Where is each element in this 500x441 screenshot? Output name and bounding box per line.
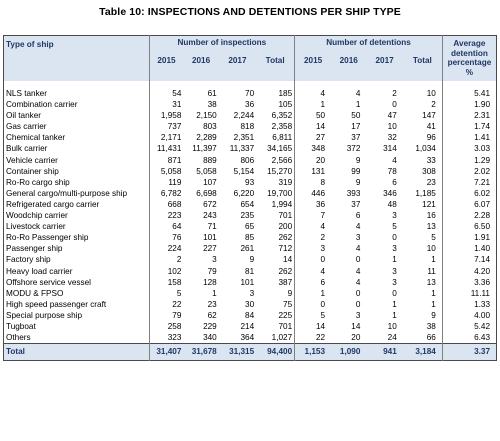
detentions-total: 38 xyxy=(426,321,436,331)
detentions-2016: 20 xyxy=(351,333,361,343)
detentions-total: 1 xyxy=(431,288,436,298)
detentions-total: 16 xyxy=(426,211,436,221)
inspections-2016: 340 xyxy=(203,333,217,343)
table-row xyxy=(4,232,497,243)
inspections-2015: 258 xyxy=(149,321,183,332)
inspections-2015: 119 xyxy=(149,177,183,188)
detentions-total: 1,034 xyxy=(415,144,436,154)
header-gap-cell xyxy=(256,72,295,81)
total-detentions-2016: 1,090 xyxy=(331,344,366,361)
table-row xyxy=(4,288,497,299)
average-detention: 2.02 xyxy=(442,166,496,177)
table-row xyxy=(4,121,497,132)
table-row xyxy=(4,266,497,277)
detentions-2016-header: 2016 xyxy=(331,49,366,72)
inspections-total: 14 xyxy=(283,255,293,265)
inspections-2017: 5,154 xyxy=(233,166,255,176)
inspections-2015: 158 xyxy=(149,277,183,288)
detentions-2015: 2 xyxy=(295,232,331,243)
ship-type-name: Oil tanker xyxy=(6,111,42,121)
spacer-row xyxy=(4,81,497,88)
inspections-total: 2,358 xyxy=(271,122,293,132)
average-detention: 6.02 xyxy=(442,188,496,199)
table-row xyxy=(4,277,497,288)
average-detention: 7.14 xyxy=(442,254,496,265)
inspections-2016: 6,698 xyxy=(196,188,217,198)
total-detentions-2017: 941 xyxy=(366,344,402,361)
detentions-2015: 36 xyxy=(295,199,331,210)
total-row xyxy=(4,344,497,361)
inspections-2017: 654 xyxy=(240,199,255,209)
detentions-2017: 24 xyxy=(387,333,397,343)
inspections-2015: 22 xyxy=(149,299,183,310)
total-inspections-2016: 31,678 xyxy=(183,344,218,361)
detentions-2016: 372 xyxy=(346,144,361,154)
detentions-2015-header: 2015 xyxy=(295,49,331,72)
average-detention: 1.74 xyxy=(442,121,496,132)
average-detention: 1.33 xyxy=(442,299,496,310)
ship-type-name: Special purpose ship xyxy=(6,310,83,320)
detentions-2016: 99 xyxy=(351,166,361,176)
detentions-2016: 1 xyxy=(355,100,361,110)
detentions-2015: 0 xyxy=(295,254,331,265)
inspections-2015: 5,058 xyxy=(149,166,183,177)
total-detentions-2015: 1,153 xyxy=(295,344,331,361)
detentions-total: 9 xyxy=(431,310,436,320)
header-gap-cell xyxy=(295,72,331,81)
detentions-2015: 4 xyxy=(295,266,331,277)
average-detention: 6.07 xyxy=(442,199,496,210)
inspections-2017: 81 xyxy=(245,266,255,276)
detentions-2015: 50 xyxy=(295,110,331,121)
average-detention: 6.50 xyxy=(442,221,496,232)
detentions-2017: 3 xyxy=(392,244,397,254)
inspections-2016-header: 2016 xyxy=(183,49,218,72)
detentions-2017: 4 xyxy=(392,155,397,165)
detentions-2017: 346 xyxy=(383,188,397,198)
inspections-total: 225 xyxy=(278,310,293,320)
average-detention: 1.41 xyxy=(442,132,496,143)
inspections-2015: 323 xyxy=(149,332,183,344)
inspections-2016: 889 xyxy=(203,155,217,165)
ship-type-name: High speed passenger craft xyxy=(6,299,107,309)
detentions-2017: 0 xyxy=(392,100,397,110)
table-row xyxy=(4,310,497,321)
inspections-2016: 11,397 xyxy=(192,144,217,154)
header-gap-cell xyxy=(331,72,366,81)
inspections-total: 6,811 xyxy=(272,133,293,143)
inspections-2015: 2 xyxy=(149,254,183,265)
detentions-2017: 5 xyxy=(392,222,397,232)
detentions-total: 121 xyxy=(422,199,436,209)
inspections-2015: 79 xyxy=(149,310,183,321)
detentions-2015: 5 xyxy=(295,310,331,321)
inspections-total: 185 xyxy=(278,89,293,98)
detentions-2015: 0 xyxy=(295,299,331,310)
inspections-2015: 6,782 xyxy=(149,188,183,199)
ship-type-name: Offshore service vessel xyxy=(6,277,91,287)
detentions-2016: 9 xyxy=(355,155,361,165)
inspections-total: 6,352 xyxy=(271,111,293,121)
inspections-2017: 818 xyxy=(240,122,255,132)
inspections-2017: 101 xyxy=(240,277,255,287)
inspections-2017: 36 xyxy=(245,100,255,110)
inspections-2015: 64 xyxy=(149,221,183,232)
detentions-2015: 20 xyxy=(295,155,331,166)
spacer-cell xyxy=(149,81,183,88)
inspections-2017: 364 xyxy=(240,333,255,343)
inspections-total: 15,270 xyxy=(267,166,293,176)
detentions-2017: 3 xyxy=(392,266,397,276)
detentions-2015: 14 xyxy=(295,321,331,332)
inspections-2016: 79 xyxy=(207,266,217,276)
ship-type-name: Container ship xyxy=(6,166,59,176)
detentions-2017: 2 xyxy=(392,89,397,98)
inspections-2015: 102 xyxy=(149,266,183,277)
total-inspections-2015: 31,407 xyxy=(149,344,183,361)
detentions-2016: 37 xyxy=(351,199,361,209)
inspections-2016: 62 xyxy=(207,310,217,320)
table-row xyxy=(4,254,497,265)
ship-type-name: Chemical tanker xyxy=(6,133,66,143)
average-detention: 1.40 xyxy=(442,243,496,254)
inspections-2017: 9 xyxy=(249,255,255,265)
inspections-2017: 84 xyxy=(245,310,255,320)
average-detention: 5.41 xyxy=(442,88,496,99)
spacer-cell xyxy=(219,81,256,88)
detentions-2015: 4 xyxy=(295,221,331,232)
inspections-2016: 243 xyxy=(203,211,217,221)
total-label: Total xyxy=(4,344,150,361)
header-gap-cell xyxy=(149,72,183,81)
detentions-2017: 3 xyxy=(392,277,397,287)
detentions-total: 147 xyxy=(422,111,436,121)
inspections-group-header: Number of inspections xyxy=(149,36,295,50)
inspections-2017-header: 2017 xyxy=(219,49,256,72)
total-average: 3.37 xyxy=(442,344,496,361)
average-detention: 7.21 xyxy=(442,177,496,188)
table-row xyxy=(4,199,497,210)
detentions-2016: 9 xyxy=(355,177,361,187)
total-inspections-total: 94,400 xyxy=(256,344,295,361)
detentions-2017-header: 2017 xyxy=(366,49,402,72)
detentions-2015: 27 xyxy=(295,132,331,143)
table-row xyxy=(4,299,497,310)
average-detention-header: Average detention percentage % xyxy=(442,36,496,82)
average-detention: 1.91 xyxy=(442,232,496,243)
inspections-total: 712 xyxy=(278,244,293,254)
spacer-cell xyxy=(183,81,218,88)
detentions-2016: 0 xyxy=(355,288,361,298)
average-detention: 1.90 xyxy=(442,99,496,110)
inspections-total: 200 xyxy=(278,222,293,232)
inspections-2016: 5,058 xyxy=(196,166,217,176)
header-gap-cell xyxy=(219,72,256,81)
detentions-2017: 1 xyxy=(392,255,397,265)
inspections-2017: 11,337 xyxy=(229,144,255,154)
detentions-total: 1,185 xyxy=(415,188,436,198)
inspections-2015: 1,958 xyxy=(149,110,183,121)
inspections-2016: 2,289 xyxy=(196,133,217,143)
ship-type-name: Vehicle carrier xyxy=(6,155,58,165)
ship-type-name: Woodchip carrier xyxy=(6,211,68,221)
detentions-total: 10 xyxy=(426,89,436,98)
detentions-total: 66 xyxy=(426,333,436,343)
detentions-2015: 22 xyxy=(295,332,331,344)
table-row xyxy=(4,143,497,154)
detentions-2016: 0 xyxy=(355,299,361,309)
type-of-ship-header: Type of ship xyxy=(4,36,150,82)
detentions-2017: 10 xyxy=(387,321,397,331)
ship-type-name: Others xyxy=(6,333,31,343)
detentions-2016: 393 xyxy=(346,188,361,198)
detentions-total: 13 xyxy=(426,222,436,232)
average-detention: 6.43 xyxy=(442,332,496,344)
inspections-2017: 2,244 xyxy=(233,111,255,121)
detentions-2015: 1 xyxy=(295,288,331,299)
average-detention: 3.36 xyxy=(442,277,496,288)
inspections-total: 701 xyxy=(278,211,293,221)
ship-type-name: Tugboat xyxy=(6,321,36,331)
inspections-2017: 85 xyxy=(245,233,255,243)
detentions-2015: 131 xyxy=(295,166,331,177)
average-detention: 5.42 xyxy=(442,321,496,332)
table-row xyxy=(4,321,497,332)
inspections-total: 387 xyxy=(278,277,293,287)
inspections-2017: 806 xyxy=(240,155,255,165)
header-gap-cell xyxy=(403,72,443,81)
detentions-2015: 3 xyxy=(295,243,331,254)
inspections-2016: 3 xyxy=(212,255,217,265)
inspections-2015: 871 xyxy=(149,155,183,166)
detentions-2017: 314 xyxy=(383,144,397,154)
detentions-2016: 4 xyxy=(355,277,361,287)
detentions-total: 308 xyxy=(422,166,436,176)
inspections-total: 75 xyxy=(283,299,293,309)
inspections-2017: 70 xyxy=(245,89,255,98)
table-row xyxy=(4,210,497,221)
total-inspections-2017: 31,315 xyxy=(219,344,256,361)
inspections-2016: 23 xyxy=(207,299,217,309)
detentions-2016: 4 xyxy=(355,89,361,98)
inspections-2016: 61 xyxy=(207,89,217,98)
ship-type-name: Combination carrier xyxy=(6,100,78,110)
detentions-2017: 10 xyxy=(387,122,397,132)
detentions-total-header: Total xyxy=(403,49,443,72)
ship-type-name: Bulk carrier xyxy=(6,144,48,154)
inspections-2016: 672 xyxy=(203,199,217,209)
inspections-2015: 2,171 xyxy=(149,132,183,143)
inspections-2015: 11,431 xyxy=(149,143,183,154)
inspections-2017: 214 xyxy=(240,321,255,331)
average-detention: 3.03 xyxy=(442,143,496,154)
average-detention: 2.31 xyxy=(442,110,496,121)
detentions-2015: 4 xyxy=(295,88,331,99)
table-row xyxy=(4,155,497,166)
inspections-2017: 235 xyxy=(240,211,255,221)
table-row xyxy=(4,243,497,254)
inspections-2015: 737 xyxy=(149,121,183,132)
table-row xyxy=(4,177,497,188)
ship-type-name: Livestock carrier xyxy=(6,222,66,232)
inspections-2015: 76 xyxy=(149,232,183,243)
detentions-2017: 47 xyxy=(387,111,397,121)
detentions-2016: 0 xyxy=(355,255,361,265)
inspections-2016: 101 xyxy=(203,233,217,243)
table-row xyxy=(4,110,497,121)
inspections-2017: 3 xyxy=(249,288,255,298)
ship-type-name: MODU & FPSO xyxy=(6,288,64,298)
header-gap-cell xyxy=(183,72,218,81)
detentions-total: 33 xyxy=(426,155,436,165)
detentions-2015: 8 xyxy=(295,177,331,188)
detentions-2015: 348 xyxy=(295,143,331,154)
average-detention: 1.29 xyxy=(442,155,496,166)
detentions-total: 1 xyxy=(431,255,436,265)
spacer-cell xyxy=(4,81,150,88)
detentions-2015: 7 xyxy=(295,210,331,221)
detentions-2016: 3 xyxy=(355,233,361,243)
spacer-cell xyxy=(366,81,402,88)
detentions-total: 1 xyxy=(431,299,436,309)
inspections-2015: 54 xyxy=(149,88,183,99)
detentions-2015: 446 xyxy=(295,188,331,199)
spacer-cell xyxy=(256,81,295,88)
table-title: Table 10: INSPECTIONS AND DETENTIONS PER SHIP TYPE xyxy=(99,6,401,18)
table-row xyxy=(4,166,497,177)
detentions-2016: 4 xyxy=(355,244,361,254)
detentions-2016: 4 xyxy=(355,222,361,232)
table-row xyxy=(4,332,497,344)
ship-type-name: Ro-Ro cargo ship xyxy=(6,177,70,187)
spacer-cell xyxy=(403,81,443,88)
inspections-2015: 224 xyxy=(149,243,183,254)
detentions-2017: 1 xyxy=(392,310,397,320)
average-detention: 11.11 xyxy=(442,288,496,299)
inspections-2015: 223 xyxy=(149,210,183,221)
inspections-2015: 31 xyxy=(149,99,183,110)
inspections-total: 1,027 xyxy=(271,333,293,343)
table-row xyxy=(4,99,497,110)
inspections-2016: 227 xyxy=(203,244,217,254)
inspections-2017: 93 xyxy=(245,177,255,187)
detentions-total: 41 xyxy=(426,122,436,132)
inspections-2016: 2,150 xyxy=(196,111,217,121)
detentions-2016: 4 xyxy=(355,266,361,276)
inspections-2017: 261 xyxy=(240,244,255,254)
ship-type-name: NLS tanker xyxy=(6,89,47,98)
inspections-total: 9 xyxy=(287,288,293,298)
inspections-2015: 668 xyxy=(149,199,183,210)
detentions-2016: 14 xyxy=(351,321,361,331)
inspections-total: 262 xyxy=(278,233,293,243)
inspections-total: 319 xyxy=(278,177,293,187)
inspections-2016: 38 xyxy=(207,100,217,110)
spacer-cell xyxy=(295,81,331,88)
detentions-2015: 6 xyxy=(295,277,331,288)
average-detention: 4.20 xyxy=(442,266,496,277)
detentions-total: 23 xyxy=(426,177,436,187)
table-row xyxy=(4,88,497,99)
detentions-2016: 37 xyxy=(351,133,361,143)
ship-type-name: Gas carrier xyxy=(6,122,47,132)
detentions-total: 5 xyxy=(431,233,436,243)
detentions-2015: 14 xyxy=(295,121,331,132)
average-detention: 2.28 xyxy=(442,210,496,221)
inspections-total: 262 xyxy=(278,266,293,276)
detentions-total: 13 xyxy=(426,277,436,287)
inspections-2017: 30 xyxy=(245,299,255,309)
detentions-2017: 1 xyxy=(392,299,397,309)
inspections-2016: 71 xyxy=(207,222,217,232)
detentions-2017: 0 xyxy=(392,233,397,243)
ship-type-name: Heavy load carrier xyxy=(6,266,73,276)
spacer-cell xyxy=(331,81,366,88)
inspections-2017: 6,220 xyxy=(233,188,255,198)
ship-type-name: Factory ship xyxy=(6,255,51,265)
inspections-total: 1,994 xyxy=(271,199,293,209)
header-group-row xyxy=(4,36,497,50)
detentions-2016: 17 xyxy=(351,122,361,132)
detentions-total: 10 xyxy=(426,244,436,254)
inspections-2016: 128 xyxy=(203,277,217,287)
inspections-2016: 229 xyxy=(203,321,217,331)
spacer-cell xyxy=(442,81,496,88)
inspections-total: 701 xyxy=(278,321,293,331)
inspections-2016: 803 xyxy=(203,122,217,132)
inspections-2016: 1 xyxy=(212,288,217,298)
detentions-2017: 48 xyxy=(387,199,397,209)
table-row xyxy=(4,221,497,232)
inspections-2016: 107 xyxy=(203,177,217,187)
table-body xyxy=(4,81,497,344)
detentions-2016: 6 xyxy=(355,211,361,221)
inspections-total: 19,700 xyxy=(267,188,293,198)
detentions-total: 11 xyxy=(427,266,436,276)
inspections-total: 105 xyxy=(278,100,293,110)
total-detentions-total: 3,184 xyxy=(403,344,443,361)
ship-type-name: General cargo/multi-purpose ship xyxy=(6,188,128,198)
detentions-2016: 50 xyxy=(351,111,361,121)
inspections-2015-header: 2015 xyxy=(149,49,183,72)
inspections-total: 34,165 xyxy=(267,144,293,154)
ship-type-name: Ro-Ro Passenger ship xyxy=(6,233,89,243)
inspections-2017: 2,351 xyxy=(233,133,255,143)
table-row xyxy=(4,132,497,143)
header-gap-cell xyxy=(366,72,402,81)
detentions-group-header: Number of detentions xyxy=(295,36,443,50)
ship-type-table xyxy=(3,35,497,361)
detentions-2017: 78 xyxy=(387,166,397,176)
detentions-2017: 3 xyxy=(392,211,397,221)
detentions-2017: 0 xyxy=(392,288,397,298)
detentions-total: 2 xyxy=(431,100,436,110)
inspections-2017: 65 xyxy=(245,222,255,232)
detentions-2016: 3 xyxy=(355,310,361,320)
ship-type-name: Passenger ship xyxy=(6,244,63,254)
detentions-total: 96 xyxy=(426,133,436,143)
inspections-total: 2,566 xyxy=(271,155,293,165)
average-detention: 4.00 xyxy=(442,310,496,321)
detentions-2017: 32 xyxy=(387,133,397,143)
ship-type-name: Refrigerated cargo carrier xyxy=(6,199,100,209)
inspections-total-header: Total xyxy=(256,49,295,72)
detentions-2017: 6 xyxy=(392,177,397,187)
table-row xyxy=(4,188,497,199)
inspections-2015: 5 xyxy=(149,288,183,299)
detentions-2015: 1 xyxy=(295,99,331,110)
